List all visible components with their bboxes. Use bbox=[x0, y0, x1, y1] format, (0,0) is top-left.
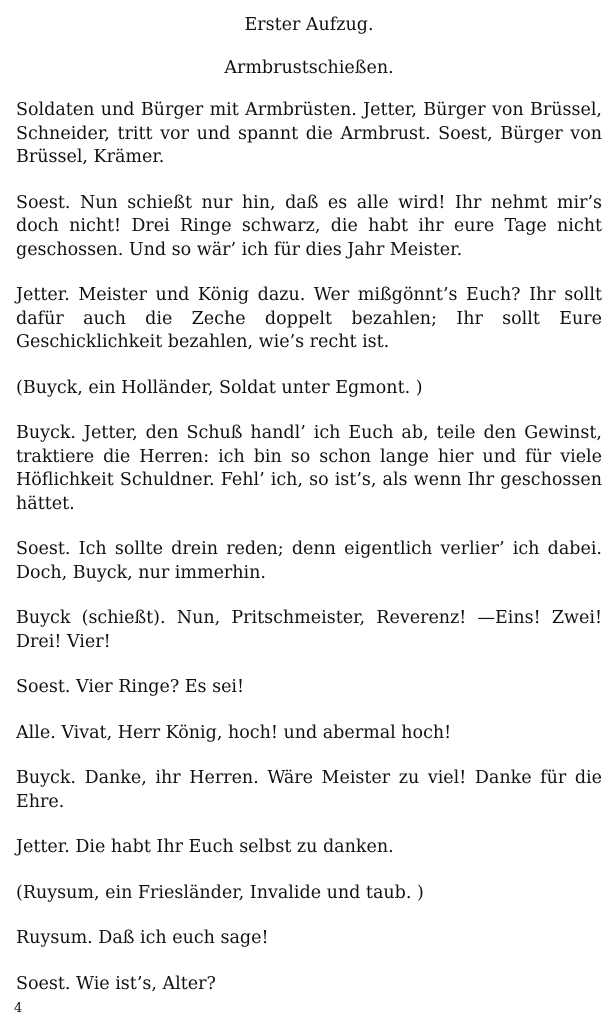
dialogue-soest-4: Soest. Wie ist’s, Alter? bbox=[16, 973, 216, 994]
dialogue-soest-2: Soest. Ich sollte drein reden; denn eigentlich verlier’ ich dabei. Doch, Buyck, nur immerhin. bbox=[16, 539, 602, 583]
stage-direction-opening: Soldaten und Bürger mit Armbrüsten. Jetter, Bürger von Brüssel, Schneider, tritt vor und spannt die Armbrust. Soest, Bürger von Brüssel, Krämer. bbox=[16, 100, 602, 167]
dialogue-soest-3: Soest. Vier Ringe? Es sei! bbox=[16, 677, 245, 697]
scene-heading: Armbrustschießen. bbox=[224, 57, 394, 78]
page-body bbox=[16, 14, 602, 996]
dialogue-ruysum-1: Ruysum. Daß ich euch sage! bbox=[16, 928, 269, 948]
page-number: 4 bbox=[14, 1001, 23, 1016]
dialogue-jetter-2: Jetter. Die habt Ihr Euch selbst zu danken. bbox=[16, 837, 394, 857]
dialogue-soest-1: Soest. Nun schießt nur hin, daß es alle wird! Ihr nehmt mir’s doch nicht! Drei Ringe schwarz, die habt ihr eure Tage nicht geschossen. Und so wär’ ich für dies Jahr Meister. bbox=[16, 192, 602, 260]
dialogue-jetter-1: Jetter. Meister und König dazu. Wer mißgönnt’s Euch? Ihr sollt dafür auch die Zeche doppelt bezahlen; Ihr sollt Eure Geschicklichkeit bezahlen, wie’s recht ist. bbox=[16, 285, 602, 352]
dialogue-alle: Alle. Vivat, Herr König, hoch! und abermal hoch! bbox=[16, 722, 452, 743]
stage-direction-buyck: (Buyck, ein Holländer, Soldat unter Egmont. ) bbox=[16, 377, 423, 398]
act-heading: Erster Aufzug. bbox=[244, 15, 374, 35]
dialogue-buyck-3: Buyck. Danke, ihr Herren. Wäre Meister zu viel! Danke für die Ehre. bbox=[16, 768, 602, 812]
stage-direction-ruysum: (Ruysum, ein Friesländer, Invalide und taub. ) bbox=[16, 882, 424, 903]
dialogue-buyck-1: Buyck. Jetter, den Schuß handl’ ich Euch ab, teile den Gewinst, traktiere die Herren: ich bin so schon lange hier und für viele Höflichkeit Schuldner. Fehl’ ich, so ist’s, als wenn Ihr geschossen hättet. bbox=[16, 423, 602, 514]
dialogue-buyck-2: Buyck (schießt). Nun, Pritschmeister, Reverenz! —Eins! Zwei! Drei! Vier! bbox=[16, 608, 602, 652]
